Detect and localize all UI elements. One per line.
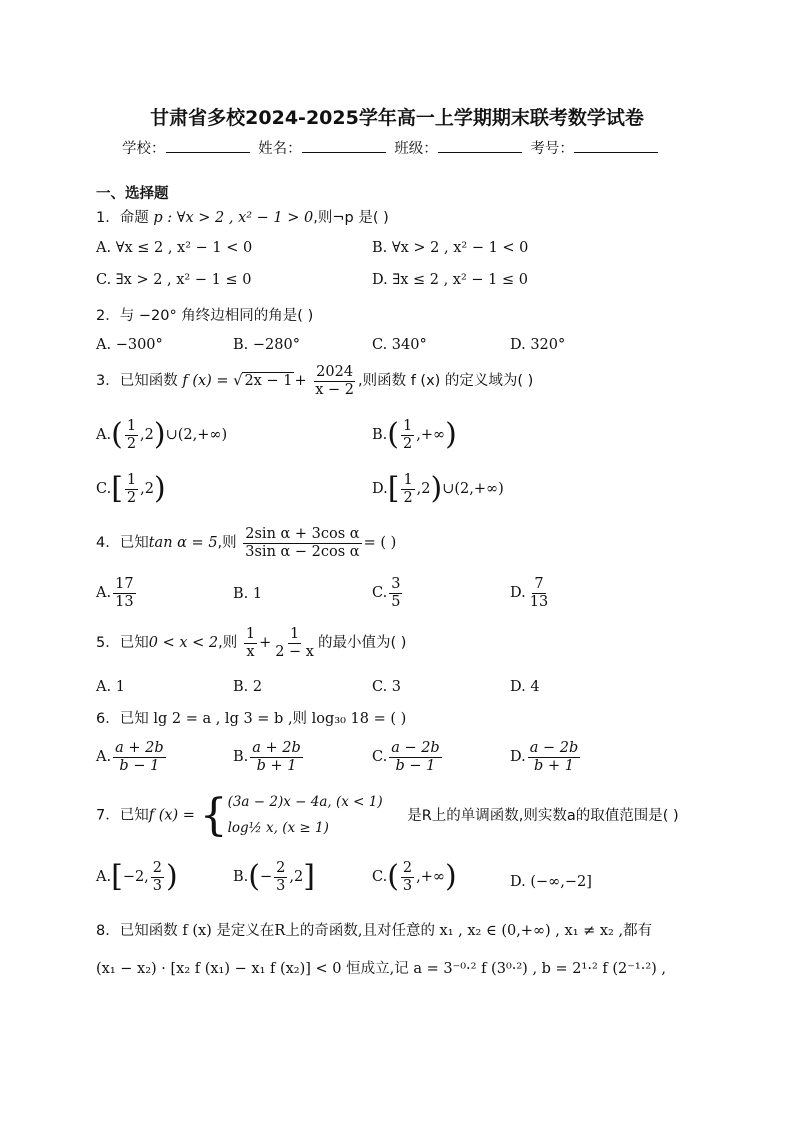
option-label: B. (233, 869, 249, 886)
question-number: 6． (96, 711, 120, 727)
question-text: 已知 lg 2 = a , lg 3 = b ,则 log₃₀ 18 = ( ) (119, 711, 407, 727)
option-b[interactable]: B. −280° (233, 337, 300, 353)
denominator: x − 2 (315, 381, 354, 398)
option-label: A. (96, 869, 112, 886)
fraction (243, 526, 361, 560)
denominator: x (246, 643, 255, 660)
option-d[interactable]: D. ∃x ≤ 2 , x² − 1 ≤ 0 (372, 272, 528, 288)
option-text: ,2 (416, 481, 431, 498)
numerator: a − 2b (391, 740, 440, 756)
school-label: 学校： (122, 141, 166, 157)
denominator: 2 (402, 435, 413, 452)
case-1: (3a − 2)x − 4a, (x < 1) (227, 794, 383, 810)
denominator: 3 (276, 877, 286, 894)
numerator: 17 (115, 576, 134, 592)
denominator: b + 1 (256, 757, 297, 774)
numerator: 1 (126, 418, 137, 434)
denominator: 3 (402, 877, 413, 894)
numerator: a − 2b (529, 740, 579, 756)
numerator: 2sin α + 3cos α (245, 526, 360, 542)
numerator: 1 (126, 472, 137, 488)
question-5 (96, 626, 406, 660)
option-text: ,2 (289, 869, 304, 886)
option-c[interactable]: C.( $\frac{2}{3}$ ,+∞) (372, 859, 457, 895)
denominator: 2 (403, 489, 413, 506)
question-number: 8． (96, 923, 120, 939)
question-text: 已知 (119, 635, 149, 652)
question-text: ,则¬p 是( ) (313, 210, 389, 226)
option-b[interactable]: B. 2 (233, 679, 263, 695)
function-name: f (x) = (148, 807, 195, 824)
option-d[interactable] (510, 740, 582, 774)
question-text: 的最小值为( ) (318, 635, 407, 652)
option-label: B. (233, 749, 249, 766)
option-a[interactable]: A.( $\frac{1}{2}$ ,2)∪(2,+∞) (96, 417, 228, 453)
option-a[interactable] (96, 740, 168, 774)
option-label: B. (372, 427, 388, 444)
question-text: ,则 (217, 535, 237, 552)
numerator: 1 (289, 626, 300, 642)
option-label: C. (372, 585, 388, 602)
fraction (313, 364, 356, 398)
option-label: A. (96, 585, 112, 602)
question-number: 7． (96, 807, 120, 824)
sqrt-radicand: 2x − 1 (244, 373, 293, 390)
numerator: 2 (152, 860, 163, 876)
name-label: 姓名： (258, 141, 302, 157)
option-label: C. (96, 481, 112, 498)
option-c[interactable]: C. 340° (372, 337, 427, 353)
question-math: tan α = 5 (148, 535, 218, 552)
numerator: 2 (276, 860, 286, 876)
numerator: a + 2b (115, 740, 164, 756)
option-text: ∪(2,+∞) (442, 481, 504, 498)
piecewise-cases (228, 790, 383, 841)
option-d[interactable]: D. (−∞,−2] (510, 874, 592, 890)
option-text: − (259, 869, 273, 886)
denominator: 3 (152, 877, 163, 894)
question-number: 4． (96, 535, 120, 552)
numerator: 2 (402, 860, 413, 876)
option-d[interactable] (510, 576, 552, 610)
option-label: C. (372, 869, 388, 886)
numerator: 3 (391, 576, 401, 592)
question-3 (96, 364, 533, 398)
option-label: A. (96, 749, 112, 766)
question-text: 已知 (119, 807, 149, 824)
page-title: 甘肃省多校2024-2025学年高一上学期期末联考数学试卷 (150, 107, 644, 129)
numerator: 1 (245, 626, 256, 642)
student-info-line (122, 137, 662, 158)
plus-sign: + (259, 635, 272, 652)
numerator: 1 (403, 472, 413, 488)
question-math: 0 < x < 2 (148, 635, 219, 652)
question-text: 与 −20° 角终边相同的角是( ) (119, 308, 314, 324)
option-label: D. (372, 481, 388, 498)
class-label: 班级： (394, 141, 438, 157)
option-d[interactable]: D. 4 (510, 679, 540, 695)
option-a[interactable]: A. −300° (96, 337, 163, 353)
option-label: D. (510, 749, 526, 766)
option-text: ,+∞ (416, 869, 445, 886)
question-number: 1． (96, 210, 120, 226)
option-b[interactable]: B.( $\frac{1}{2}$ ,+∞) (372, 417, 457, 453)
option-text: −2, (122, 869, 149, 886)
option-label: C. (372, 749, 388, 766)
denominator: b − 1 (395, 757, 436, 774)
option-b[interactable]: B.(− $\frac{2}{3}$ ,2] (233, 859, 315, 895)
numerator: 7 (534, 576, 544, 592)
denominator: 2 (126, 435, 137, 452)
option-a[interactable]: A. 1 (96, 679, 125, 695)
option-b[interactable]: B. 1 (233, 586, 263, 602)
option-c[interactable] (372, 740, 444, 774)
option-d[interactable]: D.[ $\frac{1}{2}$ ,2)∪(2,+∞) (372, 471, 504, 507)
question-math: p : ∀x > 2 , x² − 1 > 0 (153, 210, 314, 226)
option-c[interactable] (372, 576, 404, 610)
option-text: ,2 (140, 427, 154, 444)
question-text: 命题 (119, 210, 149, 226)
option-b[interactable] (233, 740, 305, 774)
case-2: log½ x, (x ≥ 1) (227, 819, 329, 836)
question-7 (96, 790, 679, 841)
question-text: 已知函数 (119, 373, 178, 390)
question-text: ,则 (218, 635, 238, 652)
question-text: = ( ) (363, 535, 397, 552)
name-blank[interactable] (302, 138, 386, 153)
denominator: 2 (126, 489, 137, 506)
question-8 (96, 919, 652, 940)
plus-sign: + (294, 373, 307, 390)
question-number: 2． (96, 308, 120, 324)
option-c[interactable]: C. ∃x > 2 , x² − 1 ≤ 0 (96, 272, 252, 288)
numerator: a + 2b (252, 740, 301, 756)
question-number: 5． (96, 635, 120, 652)
question-text: 已知函数 f (x) 是定义在R上的奇函数,且对任意的 x₁ , x₂ ∈ (0,+∞) , x₁ ≠ x₂ ,都有 (119, 923, 653, 939)
question-2 (96, 304, 313, 325)
option-label: A. (96, 427, 112, 444)
denominator: 3sin α − 2cos α (245, 543, 360, 560)
school-blank[interactable] (166, 138, 250, 153)
question-1 (96, 206, 389, 227)
option-text: ,+∞ (416, 427, 446, 444)
denominator: b − 1 (119, 757, 160, 774)
option-b[interactable]: B. ∀x > 2 , x² − 1 < 0 (372, 240, 529, 256)
option-c[interactable]: C.[ $\frac{1}{2}$ ,2) (96, 471, 166, 507)
numerator: 1 (402, 418, 413, 434)
option-d[interactable]: D. 320° (510, 337, 566, 353)
number-blank[interactable] (574, 138, 658, 153)
option-a[interactable] (96, 576, 138, 610)
question-number: 3． (96, 373, 120, 390)
numerator: 2024 (316, 364, 354, 380)
denominator: b + 1 (534, 757, 574, 774)
denominator: 13 (529, 593, 549, 610)
option-text: ,2 (140, 481, 154, 498)
section-heading: 一、选择题 (96, 186, 169, 202)
option-label: D. (510, 585, 526, 602)
denominator: 13 (115, 593, 134, 610)
left-brace: { (199, 789, 228, 841)
option-c[interactable]: C. 3 (372, 679, 402, 695)
denominator: 2 − x (275, 643, 314, 660)
question-4 (96, 526, 396, 560)
question-6 (96, 707, 406, 728)
sqrt-sign: √ (233, 373, 243, 390)
question-8-line-2: (x₁ − x₂) · [x₂ f (x₁) − x₁ f (x₂)] < 0 恒成立,记 a = 3⁻⁰·² f (3⁰·²) , b = 2¹·² f (2⁻¹·²) , (96, 961, 667, 977)
question-text: 是R上的单调函数,则实数a的取值范围是( ) (407, 807, 679, 824)
question-text: ,则函数 f (x) 的定义域为( ) (357, 373, 534, 390)
denominator: 5 (391, 593, 401, 610)
number-label: 考号： (530, 141, 574, 157)
option-text: ∪(2,+∞) (165, 427, 228, 444)
function-name: f (x) = (182, 373, 229, 390)
class-blank[interactable] (438, 138, 522, 153)
option-a[interactable]: A.[−2, $\frac{2}{3}$ ) (96, 859, 178, 895)
question-text: 已知 (119, 535, 149, 552)
option-a[interactable]: A. ∀x ≤ 2 , x² − 1 < 0 (96, 240, 253, 256)
